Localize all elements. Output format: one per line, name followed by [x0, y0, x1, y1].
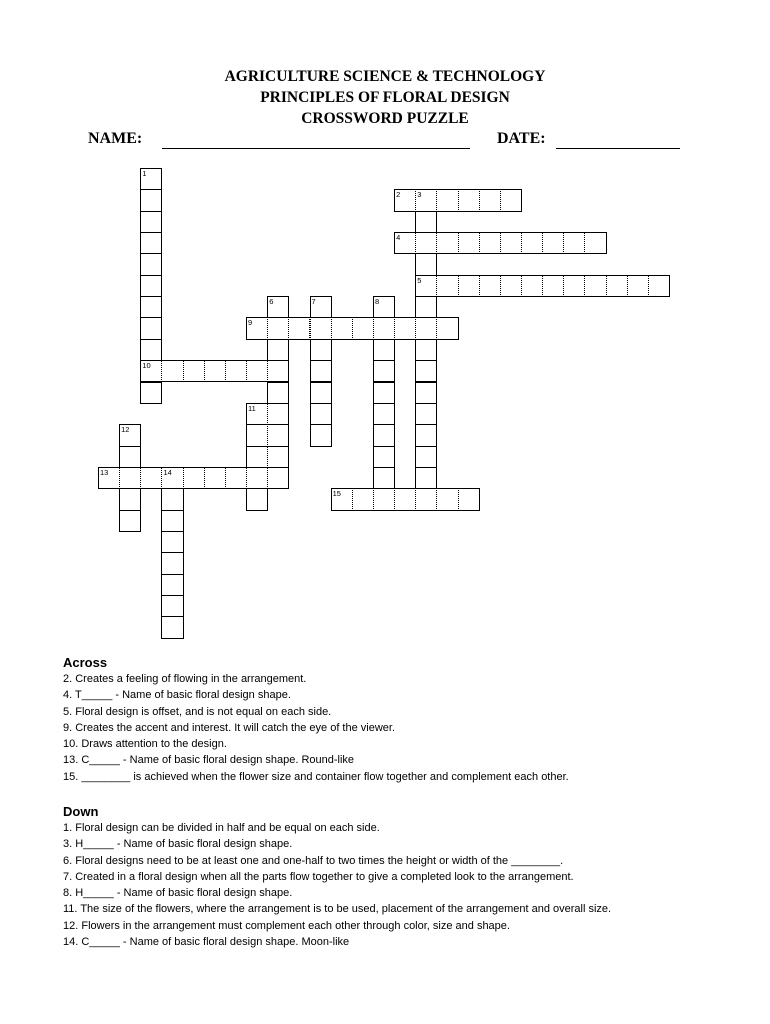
crossword-cell[interactable] [458, 488, 480, 510]
crossword-cell[interactable] [648, 275, 670, 297]
crossword-cell[interactable] [183, 467, 205, 489]
crossword-cell[interactable] [267, 296, 289, 318]
crossword-cell[interactable] [246, 488, 268, 510]
crossword-cell[interactable] [161, 552, 183, 574]
crossword-cell[interactable] [161, 488, 183, 510]
crossword-cell[interactable] [267, 424, 289, 446]
down-clue-11: 11. The size of the flowers, where the arrangement is to be used, placement of the arrangement and overall size. [63, 903, 612, 916]
down-clue-8: 8. H_____ - Name of basic floral design shape. [63, 887, 293, 900]
crossword-cell[interactable] [140, 360, 162, 382]
crossword-cell[interactable] [161, 531, 183, 553]
crossword-cell[interactable] [479, 232, 501, 254]
crossword-cell[interactable] [415, 446, 437, 468]
crossword-cell[interactable] [119, 446, 141, 468]
clue-number: 7 [311, 297, 316, 307]
crossword-cell[interactable] [331, 488, 353, 510]
crossword-cell[interactable] [119, 488, 141, 510]
across-clues [63, 654, 569, 785]
crossword-cell[interactable] [140, 232, 162, 254]
crossword-cell[interactable] [521, 232, 543, 254]
crossword-cell[interactable] [373, 360, 395, 382]
crossword-cell[interactable] [246, 360, 268, 382]
clue-number: 12 [121, 425, 130, 435]
crossword-cell[interactable] [436, 317, 458, 339]
crossword-cell[interactable] [225, 360, 247, 382]
crossword-cell[interactable] [161, 595, 183, 617]
clue-number: 3 [417, 190, 422, 200]
crossword-cell[interactable] [373, 296, 395, 318]
crossword-cell[interactable] [373, 339, 395, 361]
clue-number: 4 [396, 233, 401, 243]
crossword-cell[interactable] [140, 275, 162, 297]
across-clue-10: 10. Draws attention to the design. [63, 738, 227, 751]
crossword-cell[interactable] [415, 317, 437, 339]
crossword-cell[interactable] [394, 232, 416, 254]
crossword-cell[interactable] [415, 424, 437, 446]
crossword-cell[interactable] [288, 317, 310, 339]
crossword-cell[interactable] [352, 317, 374, 339]
crossword-cell[interactable] [352, 488, 374, 510]
down-clue-7: 7. Created in a floral design when all the parts flow together to give a completed look to the arrangement. [63, 870, 574, 883]
crossword-cell[interactable] [140, 253, 162, 275]
crossword-cell[interactable] [394, 189, 416, 211]
clue-number: 2 [396, 190, 401, 200]
crossword-cell[interactable] [415, 360, 437, 382]
crossword-cell[interactable] [204, 467, 226, 489]
down-clue-1: 1. Floral design can be divided in half and be equal on each side. [63, 822, 380, 834]
crossword-cell[interactable] [246, 446, 268, 468]
clue-number: 15 [332, 489, 341, 499]
crossword-cell[interactable] [436, 189, 458, 211]
crossword-cell[interactable] [204, 360, 226, 382]
crossword-cell[interactable] [415, 339, 437, 361]
crossword-cell[interactable] [331, 317, 353, 339]
crossword-cell[interactable] [310, 424, 332, 446]
crossword-cell[interactable] [415, 403, 437, 425]
clue-number: 10 [142, 361, 151, 371]
down-clue-14: 14. C_____ - Name of basic floral design shape. Moon-like [63, 936, 350, 949]
crossword-cell[interactable] [373, 467, 395, 489]
crossword-cell[interactable] [310, 339, 332, 361]
crossword-cell[interactable] [436, 275, 458, 297]
clue-number: 9 [248, 318, 253, 328]
crossword-cell[interactable] [267, 467, 289, 489]
crossword-cell[interactable] [246, 424, 268, 446]
crossword-cell[interactable] [267, 339, 289, 361]
crossword-cell[interactable] [310, 360, 332, 382]
across-clue-2: 2. Creates a feeling of flowing in the arrangement. [63, 673, 307, 685]
crossword-cell[interactable] [246, 317, 268, 339]
crossword-cell[interactable] [500, 275, 522, 297]
crossword-cell[interactable] [140, 211, 162, 233]
across-clue-4: 4. T_____ - Name of basic floral design shape. [63, 689, 291, 702]
crossword-cell[interactable] [98, 467, 120, 489]
crossword-cell[interactable] [436, 488, 458, 510]
crossword-cell[interactable] [267, 403, 289, 425]
down-heading: Down [63, 804, 99, 819]
crossword-cell[interactable] [627, 275, 649, 297]
crossword-cell[interactable] [140, 189, 162, 211]
crossword-cell[interactable] [267, 382, 289, 404]
crossword-cell[interactable] [584, 232, 606, 254]
clue-number: 11 [248, 403, 256, 413]
down-clue-3: 3. H_____ - Name of basic floral design shape. [63, 838, 293, 851]
crossword-cell[interactable] [415, 467, 437, 489]
crossword-cell[interactable] [267, 360, 289, 382]
crossword-cell[interactable] [415, 232, 437, 254]
crossword-cell[interactable] [310, 382, 332, 404]
across-clue-15: 15. ________ is achieved when the flower size and container flow together and complement each other. [63, 770, 569, 783]
down-clue-12: 12. Flowers in the arrangement must complement each other through color, size and shape. [63, 919, 510, 932]
name-label: NAME: [88, 130, 143, 147]
crossword-cell[interactable] [394, 317, 416, 339]
crossword-cell[interactable] [161, 467, 183, 489]
title-line-2: PRINCIPLES OF FLORAL DESIGN [260, 89, 510, 106]
crossword-cell[interactable] [310, 403, 332, 425]
title-line-1: AGRICULTURE SCIENCE & TECHNOLOGY [224, 68, 546, 85]
crossword-cell[interactable] [225, 467, 247, 489]
across-clue-9: 9. Creates the accent and interest. It will catch the eye of the viewer. [63, 721, 396, 734]
clue-number: 1 [142, 169, 147, 178]
crossword-cell[interactable] [415, 211, 437, 233]
crossword-cell[interactable] [458, 232, 480, 254]
crossword-cell[interactable] [140, 382, 162, 404]
crossword-cell[interactable] [500, 189, 522, 211]
crossword-cell[interactable] [500, 232, 522, 254]
crossword-cell[interactable] [436, 232, 458, 254]
crossword-cell[interactable] [584, 275, 606, 297]
crossword-cell[interactable] [542, 275, 564, 297]
crossword-cell[interactable] [373, 424, 395, 446]
crossword-cell[interactable] [140, 168, 162, 190]
crossword-cell[interactable] [373, 446, 395, 468]
crossword-cell[interactable] [373, 488, 395, 510]
crossword-cell[interactable] [119, 424, 141, 446]
crossword-cell[interactable] [415, 296, 437, 318]
crossword-cell[interactable] [140, 317, 162, 339]
crossword-cell[interactable] [161, 616, 183, 638]
crossword-cell[interactable] [140, 339, 162, 361]
crossword-cell[interactable] [394, 488, 416, 510]
clue-number: 5 [417, 275, 422, 285]
crossword-cell[interactable] [183, 360, 205, 382]
crossword-cell[interactable] [458, 275, 480, 297]
crossword-cell[interactable] [140, 296, 162, 318]
down-clue-6: 6. Floral designs need to be at least one and one-half to two times the height or width of the ________. [63, 854, 564, 867]
crossword-cell[interactable] [267, 317, 289, 339]
crossword-cell[interactable] [415, 275, 437, 297]
crossword-cell[interactable] [415, 253, 437, 275]
crossword-cell[interactable] [373, 403, 395, 425]
crossword-cell[interactable] [542, 232, 564, 254]
crossword-cell[interactable] [458, 189, 480, 211]
clue-number: 8 [374, 297, 380, 307]
crossword-cell[interactable] [563, 232, 585, 254]
crossword-cell[interactable] [246, 467, 268, 489]
crossword-cell[interactable] [479, 275, 501, 297]
clue-number: 6 [269, 297, 274, 307]
crossword-cell[interactable] [415, 488, 437, 510]
crossword-cell[interactable] [161, 574, 183, 596]
crossword-cell[interactable] [119, 510, 141, 532]
crossword-cell[interactable] [521, 275, 543, 297]
crossword-cell[interactable] [373, 317, 395, 339]
crossword-cell[interactable] [161, 360, 183, 382]
crossword-cell[interactable] [161, 510, 183, 532]
across-clue-13: 13. C_____ - Name of basic floral design shape. Round-like [63, 754, 355, 767]
crossword-cell[interactable] [140, 467, 162, 489]
crossword-cell[interactable] [310, 296, 332, 318]
date-label: DATE: [497, 130, 546, 147]
crossword-cell[interactable] [310, 317, 332, 339]
crossword-cell[interactable] [415, 189, 437, 211]
crossword-cell[interactable] [479, 189, 501, 211]
down-clues [63, 803, 611, 950]
crossword-cell[interactable] [267, 446, 289, 468]
title-line-3: CROSSWORD PUZZLE [301, 110, 469, 127]
crossword-cell[interactable] [563, 275, 585, 297]
crossword-cell[interactable] [373, 382, 395, 404]
across-heading: Across [63, 655, 108, 670]
crossword-cell[interactable] [415, 382, 437, 404]
crossword-cell[interactable] [606, 275, 628, 297]
clue-number: 13 [100, 467, 109, 477]
crossword-cell[interactable] [246, 403, 268, 425]
crossword-cell[interactable] [119, 467, 141, 489]
clue-number: 14 [163, 467, 172, 477]
across-clue-5: 5. Floral design is offset, and is not equal on each side. [63, 705, 332, 718]
